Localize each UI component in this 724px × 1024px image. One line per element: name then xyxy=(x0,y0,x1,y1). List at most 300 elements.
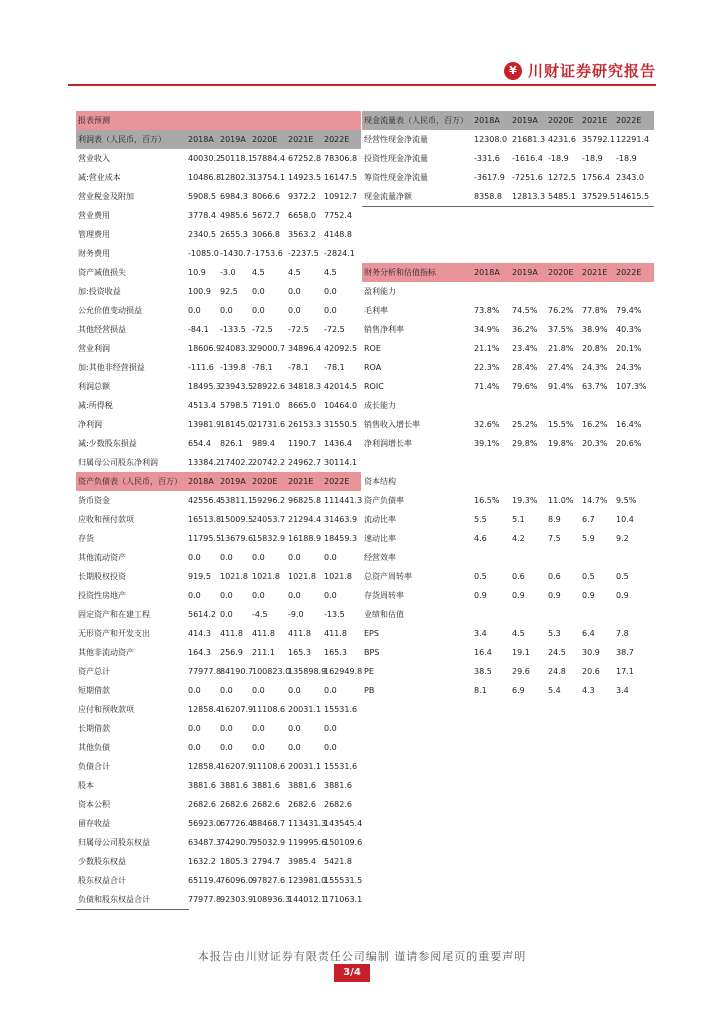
ratios-row-label: 毛利率 xyxy=(364,306,388,315)
balance-cell: 0.0 xyxy=(324,553,337,562)
income-row xyxy=(76,434,361,453)
income-row xyxy=(76,149,361,168)
income-row xyxy=(76,377,361,396)
ratios-cell: 4.2 xyxy=(512,534,525,543)
cashflow-cell: 12291.4 xyxy=(616,135,650,144)
balance-cell: 67726.4 xyxy=(220,819,254,828)
balance-cell: 171063.1 xyxy=(324,895,363,904)
page-number: 3/4 xyxy=(334,964,370,982)
balance-cell: 2020E xyxy=(252,477,278,486)
balance-cell: 256.9 xyxy=(220,648,243,657)
ratios-cell: 5.9 xyxy=(582,534,595,543)
balance-cell: 59296.2 xyxy=(252,496,286,505)
income-row-label: 加:投资收益 xyxy=(78,287,121,296)
cashflow-cell: -331.6 xyxy=(474,154,500,163)
balance-cell: 3881.6 xyxy=(188,781,216,790)
income-row xyxy=(76,358,361,377)
income-cell: 17402.2 xyxy=(220,458,254,467)
income-cell: 3563.2 xyxy=(288,230,316,239)
ratios-cell: 2022E xyxy=(616,268,642,277)
balance-cell: 155531.5 xyxy=(324,876,363,885)
balance-row-label: 负债和股东权益合计 xyxy=(78,895,150,904)
ratios-cell: 29.8% xyxy=(512,439,538,448)
ratios-cell: 0.9 xyxy=(548,591,561,600)
balance-cell: -4.5 xyxy=(252,610,268,619)
ratios-cell: 19.3% xyxy=(512,496,538,505)
income-cell: -78.1 xyxy=(324,363,345,372)
ratios-cell: 11.0% xyxy=(548,496,574,505)
balance-cell: 2682.6 xyxy=(220,800,248,809)
balance-cell: 0.0 xyxy=(252,686,265,695)
income-row-label: 减:营业成本 xyxy=(78,173,121,182)
balance-row-label: 应收和预付款项 xyxy=(78,515,134,524)
ratios-header-row xyxy=(362,263,654,282)
balance-cell: 2682.6 xyxy=(252,800,280,809)
income-row-label: 财务费用 xyxy=(78,249,110,258)
income-cell: 24083.3 xyxy=(220,344,254,353)
income-cell: 10486.8 xyxy=(188,173,222,182)
ratios-cell: 16.4% xyxy=(616,420,642,429)
ratios-cell: 19.8% xyxy=(548,439,574,448)
cashflow-cell: -7251.6 xyxy=(512,173,543,182)
balance-cell: 150109.6 xyxy=(324,838,363,847)
balance-cell: 0.0 xyxy=(252,724,265,733)
income-cell: 12802.3 xyxy=(220,173,254,182)
balance-cell: 919.5 xyxy=(188,572,211,581)
ratios-cell: 16.2% xyxy=(582,420,608,429)
ratios-cell: 40.3% xyxy=(616,325,642,334)
page-header xyxy=(0,0,724,86)
balance-row-label: 固定资产和在建工程 xyxy=(78,610,150,619)
balance-cell: 0.0 xyxy=(324,591,337,600)
income-row-label: 利润表（人民币，百万） xyxy=(78,135,166,144)
balance-cell: -9.0 xyxy=(288,610,304,619)
ratios-cell: 4.5 xyxy=(512,629,525,638)
balance-cell: 11795.5 xyxy=(188,534,222,543)
balance-cell: 144012.1 xyxy=(288,895,327,904)
balance-row xyxy=(76,871,363,890)
balance-cell: 0.0 xyxy=(288,591,301,600)
balance-cell: 3881.6 xyxy=(324,781,352,790)
income-row xyxy=(76,206,361,225)
income-cell: 31550.5 xyxy=(324,420,358,429)
balance-row xyxy=(76,624,347,643)
ratios-cell: 73.8% xyxy=(474,306,500,315)
cashflow-cell: -18.9 xyxy=(548,154,569,163)
income-row xyxy=(76,168,361,187)
balance-cell: 0.0 xyxy=(188,724,201,733)
income-cell: 10464.0 xyxy=(324,401,358,410)
ratios-row-label: ROE xyxy=(364,344,381,353)
ratios-cell: 79.4% xyxy=(616,306,642,315)
balance-row xyxy=(76,605,345,624)
income-cell: -2824.1 xyxy=(324,249,355,258)
balance-cell: 2794.7 xyxy=(252,857,280,866)
income-cell: 0.0 xyxy=(188,306,201,315)
balance-cell: 20031.1 xyxy=(288,705,322,714)
balance-cell: 0.0 xyxy=(324,724,337,733)
ratios-cell: 8.9 xyxy=(548,515,561,524)
ratios-cell: 5.4 xyxy=(548,686,561,695)
left-report-column xyxy=(76,111,366,911)
cashflow-cell: 2343.0 xyxy=(616,173,644,182)
ratios-row-label: 销售收入增长率 xyxy=(364,420,420,429)
balance-cell: 1021.8 xyxy=(220,572,248,581)
ratios-cell: 20.1% xyxy=(616,344,642,353)
income-cell: 10.9 xyxy=(188,268,206,277)
balance-cell: 111441.3 xyxy=(324,496,363,505)
balance-header-row xyxy=(76,472,361,491)
balance-row xyxy=(76,681,337,700)
income-row-label: 其他经营损益 xyxy=(78,325,126,334)
ratios-cell: 0.5 xyxy=(474,572,487,581)
balance-row-label: 其他负债 xyxy=(78,743,110,752)
income-cell: -72.5 xyxy=(252,325,273,334)
income-cell: 78306.8 xyxy=(324,154,358,163)
balance-cell: 3881.6 xyxy=(220,781,248,790)
balance-cell: 100823.0 xyxy=(252,667,291,676)
balance-cell: 1632.2 xyxy=(188,857,216,866)
income-cell: 4.5 xyxy=(288,268,301,277)
income-cell: 3778.4 xyxy=(188,211,216,220)
header-rule xyxy=(68,84,656,86)
income-cell: 57884.4 xyxy=(252,154,286,163)
income-cell: 30114.1 xyxy=(324,458,358,467)
ratios-cell: 24.3% xyxy=(582,363,608,372)
ratios-cell: 76.2% xyxy=(548,306,574,315)
income-row-label: 营业税金及附加 xyxy=(78,192,134,201)
income-row-label: 利润总额 xyxy=(78,382,110,391)
balance-row xyxy=(76,662,363,681)
ratios-cell: 14.7% xyxy=(582,496,608,505)
cashflow-cell: -18.9 xyxy=(582,154,603,163)
balance-row xyxy=(76,757,358,776)
cashflow-cell: 35792.1 xyxy=(582,135,616,144)
income-cell: 18495.3 xyxy=(188,382,222,391)
balance-row xyxy=(76,776,352,795)
balance-row-label: 应付和预收款项 xyxy=(78,705,134,714)
balance-cell: 165.3 xyxy=(324,648,347,657)
balance-cell: 0.0 xyxy=(324,686,337,695)
balance-cell: 0.0 xyxy=(220,553,233,562)
balance-row xyxy=(76,548,337,567)
balance-cell: 411.8 xyxy=(324,629,347,638)
balance-cell: 164.3 xyxy=(188,648,211,657)
balance-cell: 11108.6 xyxy=(252,762,286,771)
balance-cell: 5421.8 xyxy=(324,857,352,866)
balance-cell: 0.0 xyxy=(288,743,301,752)
ratios-row-label: PE xyxy=(364,667,374,676)
cashflow-row-label: 经营性现金净流量 xyxy=(364,135,428,144)
cashflow-cell: 21681.3 xyxy=(512,135,546,144)
balance-cell: 12858.4 xyxy=(188,762,222,771)
ratios-cell: 5.1 xyxy=(512,515,525,524)
balance-cell: 0.0 xyxy=(288,553,301,562)
cashflow-cell: -1616.4 xyxy=(512,154,543,163)
balance-cell: 0.0 xyxy=(220,610,233,619)
balance-cell: 411.8 xyxy=(288,629,311,638)
ratios-cell: 4.3 xyxy=(582,686,595,695)
balance-cell: 411.8 xyxy=(220,629,243,638)
balance-row xyxy=(76,814,363,833)
income-row xyxy=(76,396,361,415)
income-cell: -1430.7 xyxy=(220,249,251,258)
balance-row-label: 长期股权投资 xyxy=(78,572,126,581)
brand-logo-icon: ¥ xyxy=(504,62,522,80)
balance-cell: 0.0 xyxy=(188,743,201,752)
income-row xyxy=(76,301,361,320)
ratios-row-label: 经营效率 xyxy=(364,553,396,562)
income-row xyxy=(76,225,361,244)
balance-row xyxy=(76,567,352,586)
cashflow-cell: 1756.4 xyxy=(582,173,610,182)
balance-cell: 16188.9 xyxy=(288,534,322,543)
balance-cell: 16207.9 xyxy=(220,762,254,771)
ratios-cell: 2021E xyxy=(582,268,608,277)
balance-cell: 1021.8 xyxy=(324,572,352,581)
income-row-label: 资产减值损失 xyxy=(78,268,126,277)
balance-cell: 74290.7 xyxy=(220,838,254,847)
income-row xyxy=(76,453,361,472)
income-cell: 8665.0 xyxy=(288,401,316,410)
income-cell: 29000.7 xyxy=(252,344,286,353)
ratios-cell: 27.4% xyxy=(548,363,574,372)
income-cell: 7191.0 xyxy=(252,401,280,410)
balance-cell: 15832.9 xyxy=(252,534,286,543)
income-row-label: 营业收入 xyxy=(78,154,110,163)
income-row-label: 净利润 xyxy=(78,420,102,429)
balance-cell: 65119.4 xyxy=(188,876,222,885)
income-cell: -133.5 xyxy=(220,325,246,334)
balance-row xyxy=(76,586,337,605)
balance-cell: 3985.4 xyxy=(288,857,316,866)
balance-row-label: 负债合计 xyxy=(78,762,110,771)
income-cell: 4.5 xyxy=(252,268,265,277)
income-row xyxy=(76,244,361,263)
ratios-cell: 38.7 xyxy=(616,648,634,657)
balance-cell: 2018A xyxy=(188,477,214,486)
ratios-cell: 0.9 xyxy=(474,591,487,600)
balance-row xyxy=(76,738,337,757)
income-cell: 4513.4 xyxy=(188,401,216,410)
balance-bottom-rule xyxy=(76,909,189,910)
income-cell: 13754.1 xyxy=(252,173,286,182)
balance-row xyxy=(76,510,358,529)
income-cell: 0.0 xyxy=(288,287,301,296)
income-cell: -72.5 xyxy=(288,325,309,334)
cashflow-header-row xyxy=(362,111,654,130)
income-row xyxy=(76,320,361,339)
brand xyxy=(504,60,656,81)
ratios-cell: 74.5% xyxy=(512,306,538,315)
balance-cell: 0.0 xyxy=(288,724,301,733)
income-cell: 5672.7 xyxy=(252,211,280,220)
ratios-row-label: 速动比率 xyxy=(364,534,396,543)
balance-cell: 31463.9 xyxy=(324,515,358,524)
ratios-cell: 6.7 xyxy=(582,515,595,524)
balance-cell: 84190.7 xyxy=(220,667,254,676)
balance-cell: 1021.8 xyxy=(288,572,316,581)
income-cell: 21731.6 xyxy=(252,420,286,429)
balance-cell: 3881.6 xyxy=(288,781,316,790)
ratios-cell: 5.3 xyxy=(548,629,561,638)
balance-cell: 143545.4 xyxy=(324,819,363,828)
balance-cell: 42556.4 xyxy=(188,496,222,505)
balance-cell: 113431.3 xyxy=(288,819,327,828)
income-row-label: 减:所得税 xyxy=(78,401,113,410)
income-cell: 1436.4 xyxy=(324,439,352,448)
income-cell: 6658.0 xyxy=(288,211,316,220)
balance-row-label: 少数股东权益 xyxy=(78,857,126,866)
income-cell: 2655.3 xyxy=(220,230,248,239)
ratios-row-label: 总资产周转率 xyxy=(364,572,412,581)
cashflow-cell: -3617.9 xyxy=(474,173,505,182)
income-cell: -1753.6 xyxy=(252,249,283,258)
income-cell: -78.1 xyxy=(288,363,309,372)
balance-cell: 135898.9 xyxy=(288,667,327,676)
balance-cell: 20031.1 xyxy=(288,762,322,771)
balance-cell: 0.0 xyxy=(288,686,301,695)
balance-row-label: 其他流动资产 xyxy=(78,553,126,562)
income-cell: 8066.6 xyxy=(252,192,280,201)
balance-cell: 162949.8 xyxy=(324,667,363,676)
ratios-cell: 0.5 xyxy=(616,572,629,581)
ratios-cell: 16.4 xyxy=(474,648,492,657)
balance-row-label: 留存收益 xyxy=(78,819,110,828)
cashflow-cell: 2020E xyxy=(548,116,574,125)
ratios-row-label: 业绩和估值 xyxy=(364,610,404,619)
income-row-label: 营业利润 xyxy=(78,344,110,353)
income-cell: 0.0 xyxy=(252,287,265,296)
income-cell: 42014.5 xyxy=(324,382,358,391)
balance-cell: 2019A xyxy=(220,477,246,486)
balance-row-label: 长期借款 xyxy=(78,724,110,733)
income-cell: -2237.5 xyxy=(288,249,319,258)
ratios-cell: 38.9% xyxy=(582,325,608,334)
ratios-cell: 25.2% xyxy=(512,420,538,429)
balance-cell: 1021.8 xyxy=(252,572,280,581)
income-cell: 67252.8 xyxy=(288,154,322,163)
income-cell: 24962.7 xyxy=(288,458,322,467)
ratios-cell: 24.8 xyxy=(548,667,566,676)
balance-cell: 2682.6 xyxy=(188,800,216,809)
ratios-cell: 21.8% xyxy=(548,344,574,353)
balance-row xyxy=(76,643,347,662)
right-report-column xyxy=(362,111,658,711)
income-cell: -78.1 xyxy=(252,363,273,372)
ratios-cell: 32.6% xyxy=(474,420,500,429)
ratios-cell: 10.4 xyxy=(616,515,634,524)
ratios-cell: 22.3% xyxy=(474,363,500,372)
ratios-cell: 7.5 xyxy=(548,534,561,543)
balance-row xyxy=(76,852,352,871)
income-row-label: 加:其他非经营损益 xyxy=(78,363,145,372)
ratios-row-label: 流动比率 xyxy=(364,515,396,524)
income-cell: 13384.2 xyxy=(188,458,222,467)
footer-disclaimer: 本报告由川财证券有限责任公司编制 谨请参阅尾页的重要声明 xyxy=(197,950,527,963)
ratios-cell: 71.4% xyxy=(474,382,500,391)
cashflow-row xyxy=(362,130,654,149)
ratios-row-label: 成长能力 xyxy=(364,401,396,410)
income-cell: -3.0 xyxy=(220,268,236,277)
income-row xyxy=(76,187,361,206)
ratios-cell: 79.6% xyxy=(512,382,538,391)
cashflow-cell: 12308.0 xyxy=(474,135,508,144)
income-cell: 26153.3 xyxy=(288,420,322,429)
balance-cell: 56923.0 xyxy=(188,819,222,828)
ratios-cell: 24.5 xyxy=(548,648,566,657)
balance-cell: 0.0 xyxy=(252,591,265,600)
income-cell: 28922.6 xyxy=(252,382,286,391)
income-cell: 4.5 xyxy=(324,268,337,277)
cashflow-cell: 2019A xyxy=(512,116,538,125)
income-row-label: 管理费用 xyxy=(78,230,110,239)
cashflow-row-label: 投资性现金净流量 xyxy=(364,154,428,163)
balance-row xyxy=(76,529,358,548)
ratios-cell: 0.5 xyxy=(582,572,595,581)
balance-cell: 21294.4 xyxy=(288,515,322,524)
balance-cell: 76096.0 xyxy=(220,876,254,885)
income-cell: 16147.5 xyxy=(324,173,358,182)
income-row xyxy=(76,339,361,358)
ratios-cell: 3.4 xyxy=(616,686,629,695)
balance-cell: 5614.2 xyxy=(188,610,216,619)
balance-row-label: 股东权益合计 xyxy=(78,876,126,885)
balance-cell: 0.0 xyxy=(220,743,233,752)
ratios-cell: 9.2 xyxy=(616,534,629,543)
income-cell: 989.4 xyxy=(252,439,275,448)
ratios-cell: 20.6% xyxy=(616,439,642,448)
balance-cell: 15009.5 xyxy=(220,515,254,524)
ratios-cell: 37.5% xyxy=(548,325,574,334)
ratios-row-label: 资产负债率 xyxy=(364,496,404,505)
income-cell: 0.0 xyxy=(324,306,337,315)
ratios-cell: 0.6 xyxy=(548,572,561,581)
balance-cell: -13.5 xyxy=(324,610,345,619)
cashflow-cell: 2022E xyxy=(616,116,642,125)
ratios-cell: 15.5% xyxy=(548,420,574,429)
ratios-cell: 38.5 xyxy=(474,667,492,676)
balance-cell: 13679.6 xyxy=(220,534,254,543)
income-cell: 92.5 xyxy=(220,287,238,296)
balance-row xyxy=(76,491,363,510)
income-cell: 2340.5 xyxy=(188,230,216,239)
income-cell: 5798.5 xyxy=(220,401,248,410)
income-cell: 7752.4 xyxy=(324,211,352,220)
income-cell: 2021E xyxy=(288,135,314,144)
ratios-cell: 2018A xyxy=(474,268,500,277)
balance-cell: 16513.8 xyxy=(188,515,222,524)
income-cell: 50118.1 xyxy=(220,154,254,163)
balance-cell: 95032.9 xyxy=(252,838,286,847)
income-row-label: 减:少数股东损益 xyxy=(78,439,137,448)
ratios-row-label: 存货周转率 xyxy=(364,591,404,600)
ratios-cell: 91.4% xyxy=(548,382,574,391)
ratios-row-label: ROA xyxy=(364,363,382,372)
income-cell: 18606.9 xyxy=(188,344,222,353)
income-cell: 20742.2 xyxy=(252,458,286,467)
balance-cell: 96825.8 xyxy=(288,496,322,505)
cashflow-cell: 1272.5 xyxy=(548,173,576,182)
cashflow-cell: 37529.5 xyxy=(582,192,616,201)
balance-row-label: 短期借款 xyxy=(78,686,110,695)
ratios-cell: 8.1 xyxy=(474,686,487,695)
ratios-row-label: 销售净利率 xyxy=(364,325,404,334)
ratios-cell: 20.6 xyxy=(582,667,600,676)
balance-row-label: 投资性房地产 xyxy=(78,591,126,600)
balance-cell: 0.0 xyxy=(252,553,265,562)
income-cell: -72.5 xyxy=(324,325,345,334)
